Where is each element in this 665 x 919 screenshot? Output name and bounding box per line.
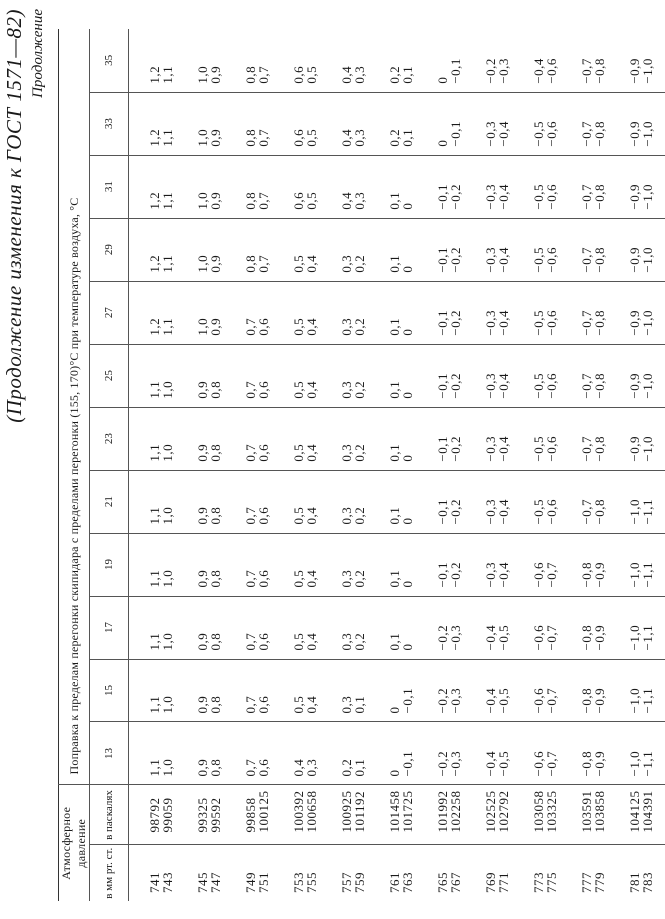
pressure-pa-cell: 103591 103858 xyxy=(569,785,617,845)
correction-cell: 0,9 0,8 xyxy=(185,533,233,596)
correction-cell: −0,9 −1,0 xyxy=(617,218,665,281)
table-row xyxy=(185,29,233,901)
correction-cell: −0,2 −0,3 xyxy=(425,596,473,659)
correction-cell: 0,3 0,1 xyxy=(329,659,377,722)
correction-cell: 0,3 0,2 xyxy=(329,281,377,344)
col-mm-header: в мм рт. ст. xyxy=(90,845,129,901)
correction-cell: −0,3 −0,4 xyxy=(473,92,521,155)
pressure-mm-cell: 777 779 xyxy=(569,845,617,901)
correction-cell: 1,2 1,1 xyxy=(129,155,186,218)
correction-cell: 0,2 0,1 xyxy=(329,722,377,785)
correction-cell: 0,5 0,4 xyxy=(281,470,329,533)
correction-cell: 0,3 0,2 xyxy=(329,407,377,470)
correction-cell: 0,6 0,5 xyxy=(281,92,329,155)
correction-cell: 0,6 0,5 xyxy=(291,65,319,84)
temp-header: 15 xyxy=(90,659,129,722)
pressure-mm-cell: 753 755 xyxy=(281,845,329,901)
correction-cell: −0,1 −0,2 xyxy=(425,344,473,407)
correction-cell: −0,5 −0,6 xyxy=(521,218,569,281)
correction-cell: 0,8 0,7 xyxy=(233,218,281,281)
table-row xyxy=(281,29,329,901)
correction-cell: −1,0 −1,1 xyxy=(617,470,665,533)
correction-cell: 0 −0,1 xyxy=(435,58,463,84)
correction-cell: −0,2 −0,3 xyxy=(425,659,473,722)
correction-cell: 0,9 0,8 xyxy=(185,407,233,470)
temp-header: 31 xyxy=(90,155,129,218)
correction-cell: 0,9 0,8 xyxy=(185,344,233,407)
pressure-mm-cell: 745 747 xyxy=(185,845,233,901)
table-row xyxy=(473,29,521,901)
correction-cell: 0,1 0 xyxy=(377,470,425,533)
table-row xyxy=(233,29,281,901)
correction-cell: 1,0 0,9 xyxy=(185,92,233,155)
correction-cell: 0,3 0,2 xyxy=(329,596,377,659)
correction-cell: 0,5 0,4 xyxy=(281,281,329,344)
correction-cell: −0,1 −0,2 xyxy=(425,533,473,596)
correction-cell: 0,7 0,6 xyxy=(233,533,281,596)
correction-cell: 0,4 0,3 xyxy=(339,65,367,84)
temp-header: 25 xyxy=(90,344,129,407)
correction-cell: −0,8 −0,9 xyxy=(569,596,617,659)
correction-cell: 0,1 0 xyxy=(377,596,425,659)
correction-cell: 0,2 0,1 xyxy=(377,92,425,155)
table-row xyxy=(521,29,569,901)
table-row xyxy=(617,29,665,901)
correction-cell: 0,3 0,2 xyxy=(329,533,377,596)
correction-cell: −0,9 −1,0 xyxy=(617,407,665,470)
correction-cell: 1,0 0,9 xyxy=(195,65,223,84)
correction-cell: 0,1 0 xyxy=(377,281,425,344)
temp-header: 29 xyxy=(90,218,129,281)
correction-cell: −0,7 −0,8 xyxy=(569,470,617,533)
pressure-mm-cell: 769 771 xyxy=(473,845,521,901)
correction-cell: 1,1 1,0 xyxy=(129,470,186,533)
pressure-mm-cell: 781 783 xyxy=(617,845,665,901)
pressure-mm-cell: 741 743 xyxy=(129,845,186,901)
correction-cell: −0,3 −0,4 xyxy=(473,155,521,218)
correction-cell: −0,4 −0,6 xyxy=(531,58,559,84)
correction-cell: −0,3 −0,4 xyxy=(473,218,521,281)
correction-cell: 0,4 0,3 xyxy=(329,155,377,218)
correction-cell: −0,9 −1,0 xyxy=(627,58,655,84)
correction-cell: 0,8 0,7 xyxy=(243,65,271,84)
pressure-pa-cell: 99325 99592 xyxy=(185,785,233,845)
correction-cell: −0,5 −0,6 xyxy=(521,407,569,470)
correction-cell: −0,9 −1,0 xyxy=(617,344,665,407)
correction-cell: 0,3 0,2 xyxy=(329,470,377,533)
temp-header: 19 xyxy=(90,533,129,596)
correction-cell: 1,1 1,0 xyxy=(129,722,186,785)
correction-cell: −0,8 −0,9 xyxy=(569,533,617,596)
col-pa-header: в паскалях xyxy=(90,785,129,845)
table-row xyxy=(129,29,186,901)
correction-cell: −0,7 −0,8 xyxy=(569,344,617,407)
correction-cell: 0,2 0,1 xyxy=(387,65,415,84)
table-row xyxy=(569,29,617,901)
correction-cell: 0,9 0,8 xyxy=(185,470,233,533)
table-row xyxy=(377,29,425,901)
correction-cell: −0,7 −0,8 xyxy=(569,407,617,470)
correction-cell: −0,2 −0,3 xyxy=(483,58,511,84)
correction-cell: 0,6 0,5 xyxy=(281,155,329,218)
correction-cell: 0,1 0 xyxy=(377,407,425,470)
correction-cell: −0,7 −0,8 xyxy=(579,58,607,84)
correction-cell: −0,9 −1,0 xyxy=(617,281,665,344)
temp-header: 17 xyxy=(90,596,129,659)
temp-header: 21 xyxy=(90,470,129,533)
correction-cell: 1,0 0,9 xyxy=(185,155,233,218)
correction-cell: 1,1 1,0 xyxy=(129,659,186,722)
correction-cell: 0 −0,1 xyxy=(377,659,425,722)
correction-cell: −0,4 −0,5 xyxy=(473,596,521,659)
correction-cell: 0,5 0,4 xyxy=(281,659,329,722)
correction-cell: 0,5 0,4 xyxy=(281,344,329,407)
correction-cell: 0,1 0 xyxy=(377,218,425,281)
table-row xyxy=(425,29,473,901)
correction-cell: −0,7 −0,8 xyxy=(569,218,617,281)
correction-cell: 0,4 0,3 xyxy=(329,92,377,155)
correction-cell: −0,9 −1,0 xyxy=(617,155,665,218)
correction-cell: −0,4 −0,5 xyxy=(473,659,521,722)
pressure-mm-cell: 757 759 xyxy=(329,845,377,901)
correction-cell: 0,7 0,6 xyxy=(233,407,281,470)
correction-cell: 1,2 1,1 xyxy=(129,92,186,155)
pressure-pa-cell: 101458 101725 xyxy=(377,785,425,845)
pressure-pa-cell: 98792 99059 xyxy=(129,785,186,845)
correction-cell: −0,8 −0,9 xyxy=(569,722,617,785)
group-atm-header: Атмосферное давление xyxy=(59,785,90,901)
pressure-pa-cell: 101992 102258 xyxy=(425,785,473,845)
correction-cell: −0,1 −0,2 xyxy=(425,218,473,281)
pressure-pa-cell: 99858 100125 xyxy=(233,785,281,845)
correction-cell: −0,5 −0,6 xyxy=(521,92,569,155)
temp-header: 13 xyxy=(90,722,129,785)
pressure-pa-cell: 104125 104391 xyxy=(617,785,665,845)
correction-cell: 1,0 0,9 xyxy=(185,218,233,281)
correction-cell: 1,1 1,0 xyxy=(129,407,186,470)
correction-cell: −0,1 −0,2 xyxy=(425,407,473,470)
correction-cell: 0 −0,1 xyxy=(377,722,425,785)
correction-cell: −0,6 −0,7 xyxy=(521,722,569,785)
correction-cell: 0,1 0 xyxy=(377,533,425,596)
correction-cell: −1,0 −1,1 xyxy=(617,659,665,722)
correction-cell: −0,6 −0,7 xyxy=(521,659,569,722)
correction-cell: 0,9 0,8 xyxy=(185,722,233,785)
correction-cell: −0,5 −0,6 xyxy=(521,470,569,533)
correction-cell: 0,8 0,7 xyxy=(233,155,281,218)
correction-cell: 0,7 0,6 xyxy=(233,344,281,407)
correction-cell: 0,5 0,4 xyxy=(281,218,329,281)
correction-cell: 0,9 0,8 xyxy=(185,659,233,722)
correction-cell: −0,3 −0,4 xyxy=(473,344,521,407)
temp-header: 27 xyxy=(90,281,129,344)
pressure-pa-cell: 103058 103325 xyxy=(521,785,569,845)
correction-cell: −0,1 −0,2 xyxy=(425,281,473,344)
correction-cell: 0 −0,1 xyxy=(425,92,473,155)
correction-cell: 0,5 0,4 xyxy=(281,596,329,659)
pressure-mm-cell: 749 751 xyxy=(233,845,281,901)
correction-cell: 0,5 0,4 xyxy=(281,407,329,470)
correction-cell: −0,5 −0,6 xyxy=(521,155,569,218)
correction-cell: 0,3 0,2 xyxy=(329,344,377,407)
correction-cell: −0,5 −0,6 xyxy=(521,344,569,407)
correction-cell: 0,7 0,6 xyxy=(233,596,281,659)
correction-cell: 0,9 0,8 xyxy=(185,596,233,659)
correction-cell: −1,0 −1,1 xyxy=(617,533,665,596)
correction-cell: −0,4 −0,5 xyxy=(473,722,521,785)
correction-cell: −0,3 −0,4 xyxy=(473,533,521,596)
continuation-label: Продолжение xyxy=(30,9,46,98)
temp-header: 23 xyxy=(90,407,129,470)
pressure-mm-cell: 761 763 xyxy=(377,845,425,901)
correction-cell: −0,5 −0,6 xyxy=(521,281,569,344)
temp-header: 35 xyxy=(90,29,129,92)
pressure-pa-cell: 102525 102792 xyxy=(473,785,521,845)
correction-cell: 1,2 1,1 xyxy=(147,65,175,84)
correction-cell: 1,2 1,1 xyxy=(129,218,186,281)
correction-cell: 0,7 0,6 xyxy=(233,659,281,722)
correction-cell: 1,0 0,9 xyxy=(185,281,233,344)
pressure-mm-cell: 765 767 xyxy=(425,845,473,901)
correction-cell: 0,1 0 xyxy=(377,344,425,407)
correction-cell: −0,1 −0,2 xyxy=(425,155,473,218)
correction-cell: −0,9 −1,0 xyxy=(617,92,665,155)
correction-cell: −1,0 −1,1 xyxy=(617,596,665,659)
pressure-pa-cell: 100925 101192 xyxy=(329,785,377,845)
correction-cell: −0,7 −0,8 xyxy=(569,92,617,155)
correction-cell: −0,3 −0,4 xyxy=(473,470,521,533)
table-body xyxy=(129,29,665,901)
correction-cell: 1,1 1,0 xyxy=(129,344,186,407)
correction-cell: 0,7 0,6 xyxy=(233,281,281,344)
correction-cell: 1,2 1,1 xyxy=(129,281,186,344)
table-row xyxy=(329,29,377,901)
correction-table xyxy=(58,29,665,901)
group-correction-header: Поправка к пределам перегонки скипидара с пределами перегонки (155, 170)°С при температуре воздуха, °С xyxy=(59,29,90,785)
correction-cell: −0,3 −0,4 xyxy=(473,281,521,344)
correction-cell: −0,6 −0,7 xyxy=(521,533,569,596)
pressure-pa-cell: 100392 100658 xyxy=(281,785,329,845)
continuation-note: (Продолжение изменения к ГОСТ 1571—82) xyxy=(2,9,26,423)
correction-cell: −0,2 −0,3 xyxy=(425,722,473,785)
correction-cell: −0,6 −0,7 xyxy=(521,596,569,659)
correction-cell: −0,8 −0,9 xyxy=(569,659,617,722)
correction-cell: 0,7 0,6 xyxy=(233,722,281,785)
correction-cell: −1,0 −1,1 xyxy=(617,722,665,785)
correction-cell: 0,4 0,3 xyxy=(281,722,329,785)
correction-cell: 1,1 1,0 xyxy=(129,596,186,659)
correction-cell: −0,7 −0,8 xyxy=(569,281,617,344)
correction-cell: −0,7 −0,8 xyxy=(569,155,617,218)
correction-cell: −0,3 −0,4 xyxy=(473,407,521,470)
temp-header: 33 xyxy=(90,92,129,155)
correction-cell: 0,8 0,7 xyxy=(233,92,281,155)
correction-cell: 0,1 0 xyxy=(377,155,425,218)
correction-cell: −0,1 −0,2 xyxy=(425,470,473,533)
correction-cell: 0,3 0,2 xyxy=(329,218,377,281)
correction-cell: 1,1 1,0 xyxy=(129,533,186,596)
correction-cell: 0,7 0,6 xyxy=(233,470,281,533)
correction-cell: 0,5 0,4 xyxy=(281,533,329,596)
pressure-mm-cell: 773 775 xyxy=(521,845,569,901)
